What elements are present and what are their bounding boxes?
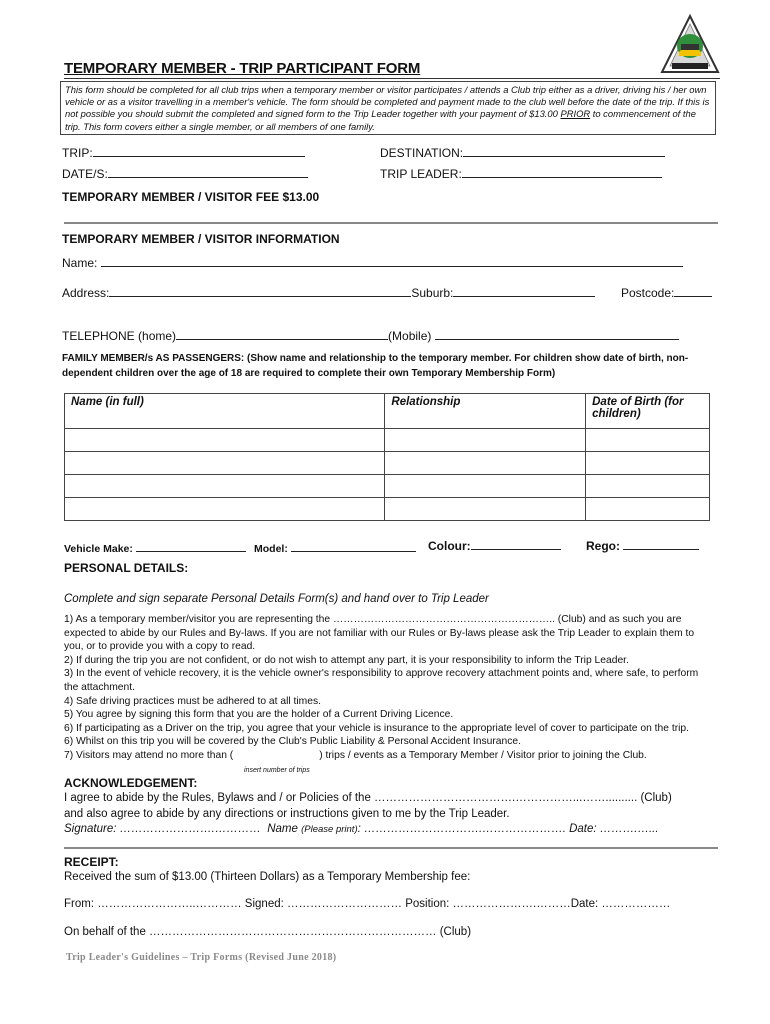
intro-line-3: not possible you should submit the completed and signed form to the Trip Leader together with your payment of $13.00 PRIOR to commencement of the [65, 108, 696, 120]
insert-trips-note: insert number of trips [244, 767, 310, 774]
club-logo [660, 14, 720, 76]
condition-7: 7) Visitors may attend no more than ( ) trips / events as a Temporary Member / Visitor prior to joining the Club. [64, 749, 647, 761]
ack-line-1: I agree to abide by the Rules, Bylaws and / or Policies of the ……………………………….……………...…….......... (Club) [64, 792, 672, 804]
telephone-field[interactable]: TELEPHONE (home) (Mobile) [62, 328, 679, 343]
table-header-row [65, 394, 710, 429]
condition-1a: 1) As a temporary member/visitor you are representing the ……………………………………………………….. (Club) and as such you are [64, 614, 682, 625]
vehicle-model-field[interactable]: Model: [254, 540, 416, 555]
destination-field[interactable]: DESTINATION: [380, 145, 665, 160]
condition-6b: 6) Whilst on this trip you will be covered by the Club's Public Liability & Personal Accident Insurance. [64, 736, 521, 748]
condition-4: 4) Safe driving practices must be adhered to at all times. [64, 695, 321, 707]
condition-3a: 3) In the event of vehicle recovery, it is the vehicle owner's responsibility to approve recovery attachment points and, where safe, to perform [64, 668, 699, 680]
condition-1c: you, or to provide you with a copy to read. [64, 641, 256, 653]
address-field[interactable]: Address: Suburb: [62, 285, 595, 300]
receipt-line-3[interactable]: On behalf of the ………………………………………………………………… (Club) [64, 926, 472, 938]
personal-title: PERSONAL DETAILS: [64, 561, 189, 575]
condition-1b: expected to abide by our Rules and By-laws. If you are not familiar with our Rules or By-laws please ask the Trip Leader to explain them to [64, 627, 695, 639]
col-name-header: Name (in full) [65, 394, 385, 429]
ack-title: ACKNOWLEDGEMENT: [64, 776, 198, 790]
info-section-title: TEMPORARY MEMBER / VISITOR INFORMATION [62, 232, 340, 246]
title-rule [64, 78, 720, 79]
condition-2: 2) If during the trip you are not confident, or do not wish to attempt any part, it is your responsibility to inform the Trip Leader. [64, 654, 629, 666]
conditions-list [64, 613, 698, 763]
mobile-label: (Mobile) [388, 329, 432, 343]
fee-label: TEMPORARY MEMBER / VISITOR FEE $13.00 [62, 190, 320, 204]
family-note: FAMILY MEMBER/s AS PASSENGERS: (Show name and relationship to the temporary member. For children show date of birth, non- dependent children over the age of 18 are required to complete their own Temporary Membership Form) [62, 353, 689, 379]
ack-line-2: and also agree to abide by any directions or instructions given to me by the Trip Leader. [64, 808, 510, 820]
club-logo-icon [660, 14, 720, 76]
table-row[interactable] [65, 429, 710, 452]
condition-6: 6) If participating as a Driver on the trip, you agree that your vehicle is insurance to the appropriate level of cover to participate on the trip. [64, 722, 690, 734]
name-field[interactable]: Name: [62, 255, 683, 270]
section-rule-1 [64, 222, 718, 224]
table-row[interactable] [65, 452, 710, 475]
trip-leader-field[interactable]: TRIP LEADER: [380, 166, 662, 181]
form-title: TEMPORARY MEMBER - TRIP PARTICIPANT FORM [64, 60, 421, 77]
vehicle-colour-field[interactable]: Colour: [428, 538, 561, 553]
table-row[interactable] [65, 498, 710, 521]
col-dob-header: Date of Birth (for children) [586, 394, 710, 429]
intro-line-2: vehicle or as a visitor travelling in a member's vehicle. The form should be completed and payment made to the club well before the date of the trip. If this is [65, 96, 710, 108]
passengers-table [64, 393, 710, 521]
condition-5: 5) You agree by signing this form that you are the holder of a Current Driving Licence. [64, 709, 454, 721]
section-rule-2 [64, 847, 718, 849]
suburb-label: Suburb: [411, 286, 454, 300]
prior-word: PRIOR [560, 108, 591, 120]
intro-line-1: This form should be completed for all club trips when a temporary member or visitor participates / attends a Club trip either as a driver, driving his / her own [65, 84, 707, 95]
vehicle-rego-field[interactable]: Rego: [586, 538, 699, 553]
receipt-title: RECEIPT: [64, 855, 119, 869]
table-row[interactable] [65, 475, 710, 498]
dates-field[interactable]: DATE/S: [62, 166, 308, 181]
trip-field[interactable]: TRIP: [62, 145, 305, 160]
intro-box [60, 81, 716, 135]
postcode-field[interactable]: Postcode: [621, 285, 712, 300]
receipt-line-1: Received the sum of $13.00 (Thirteen Dollars) as a Temporary Membership fee: [64, 871, 471, 883]
footer-text: Trip Leader's Guidelines – Trip Forms (Revised June 2018) [66, 952, 337, 963]
intro-line-5: trip. This form covers either a single member, or all members of one family. [65, 120, 375, 132]
ack-signature-line[interactable]: Signature: …………………….………… Name (Please print): ………………………….…………………. Date: ……….…... [64, 823, 659, 835]
col-relationship-header: Relationship [385, 394, 586, 429]
receipt-line-2[interactable]: From: ……………………..………… Signed: ………………………… Position: ………………….………Date: ……………… [64, 898, 671, 910]
vehicle-make-field[interactable]: Vehicle Make: [64, 540, 246, 555]
condition-3b: the attachment. [64, 681, 135, 693]
personal-instruction: Complete and sign separate Personal Details Form(s) and hand over to Trip Leader [64, 593, 489, 605]
